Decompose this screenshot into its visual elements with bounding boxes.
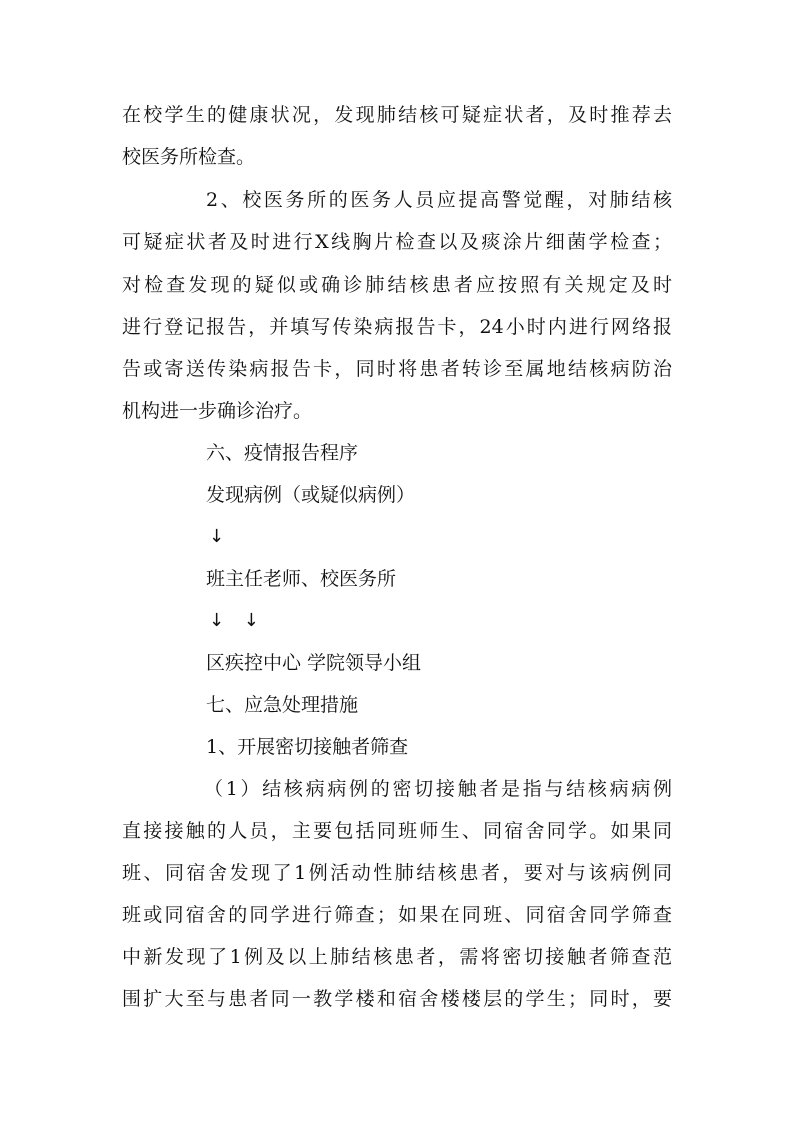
paragraph-line: 进行登记报告，并填写传染病报告卡，24小时内进行网络报: [122, 316, 672, 338]
section-heading: 六、疫情报告程序: [206, 442, 359, 464]
section-heading: 七、应急处理措施: [206, 694, 359, 716]
down-arrow-icon: ↓: [209, 526, 225, 547]
paragraph-line: 2、校医务所的医务人员应提高警觉醒，对肺结核: [206, 189, 672, 211]
paragraph-line: 可疑症状者及时进行X线胸片检查以及痰涂片细菌学检查；: [122, 231, 672, 253]
flow-step: 发现病例（或疑似病例）: [206, 484, 416, 506]
paragraph-line: 中新发现了1例及以上肺结核患者，需将密切接触者筛查范: [122, 946, 672, 968]
down-arrow-icon: ↓ ↓: [209, 610, 259, 631]
paragraph-line: 班、同宿舍发现了1例活动性肺结核患者，要对与该病例同: [122, 862, 672, 884]
flow-step: 班主任老师、校医务所: [206, 568, 397, 590]
subsection-heading: 1、开展密切接触者筛查: [206, 736, 409, 758]
paragraph-line: 在校学生的健康状况，发现肺结核可疑症状者，及时推荐去: [122, 104, 672, 126]
paragraph-line: 对检查发现的疑似或确诊肺结核患者应按照有关规定及时: [122, 274, 672, 296]
flow-step: 区疾控中心 学院领导小组: [206, 652, 422, 674]
paragraph-line: 机构进一步确诊治疗。: [122, 400, 313, 422]
paragraph-line: 围扩大至与患者同一教学楼和宿舍楼楼层的学生；同时，要: [122, 988, 672, 1010]
paragraph-line: 班或同宿舍的同学进行筛查；如果在同班、同宿舍同学筛查: [122, 904, 672, 926]
paragraph-line: （1）结核病病例的密切接触者是指与结核病病例: [204, 778, 672, 800]
paragraph-line: 校医务所检查。: [122, 146, 256, 168]
paragraph-line: 告或寄送传染病报告卡，同时将患者转诊至属地结核病防治: [122, 358, 672, 380]
paragraph-line: 直接接触的人员，主要包括同班师生、同宿舍同学。如果同: [122, 820, 672, 842]
